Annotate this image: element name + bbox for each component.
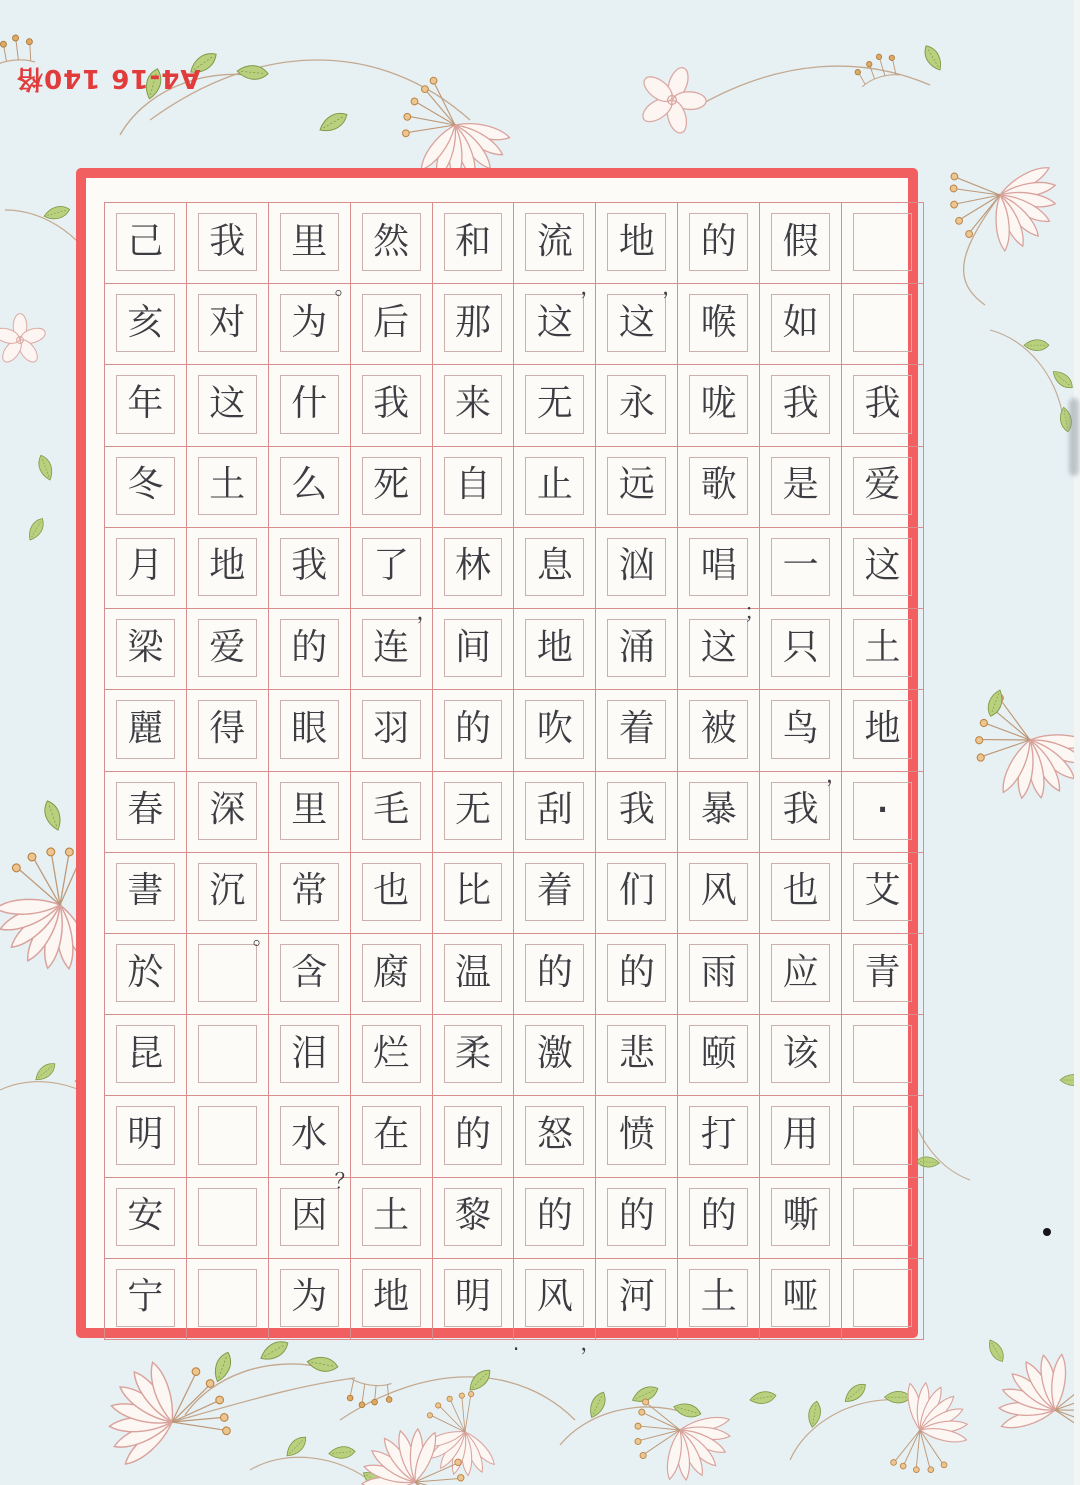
handwritten-character: 那 [455, 301, 492, 343]
grid-cell [596, 1259, 677, 1339]
grid-cell [514, 853, 595, 934]
grid-cell [187, 853, 274, 949]
grid-cell [760, 609, 841, 690]
grid-cell [351, 1015, 432, 1096]
grid-cell [433, 447, 514, 528]
grid-column [351, 203, 438, 1339]
grid-cell [842, 1015, 923, 1096]
handwritten-character: 假 [782, 220, 819, 262]
handwritten-character: 这 [618, 301, 655, 343]
punctuation-mark: ， [580, 275, 602, 300]
grid-cell [514, 690, 595, 771]
handwritten-character: 林 [455, 545, 492, 587]
grid-cell [351, 690, 432, 771]
grid-cell [678, 447, 759, 528]
grid-cell [514, 447, 595, 528]
scan-edge-strip [1074, 0, 1080, 1485]
handwritten-character: 比 [455, 870, 492, 912]
punctuation-mark: ， [826, 762, 848, 787]
grid-cell [105, 1259, 186, 1339]
grid-cell [678, 1015, 759, 1096]
grid-cell [842, 772, 923, 853]
grid-cell [187, 284, 268, 365]
grid-cell [514, 365, 595, 446]
grid-cell [433, 772, 514, 853]
handwritten-character: 我 [373, 383, 410, 425]
handwritten-character: 嘶 [782, 1195, 819, 1237]
handwritten-character: 们 [618, 870, 655, 912]
cell-inner-box [198, 944, 257, 1002]
handwritten-character: 的 [618, 1195, 655, 1237]
handwritten-character: 流 [536, 220, 573, 262]
handwritten-character: 地 [209, 545, 246, 587]
grid-column [678, 203, 766, 1339]
handwritten-character: 土 [700, 1276, 737, 1318]
grid-cell [105, 447, 186, 528]
handwritten-character: 地 [373, 1276, 410, 1318]
grid-cell [187, 528, 268, 609]
handwritten-character: 永 [618, 383, 655, 425]
handwritten-character: 的 [291, 626, 328, 668]
grid-cell [514, 1096, 595, 1177]
grid-column [842, 203, 923, 1339]
handwritten-character: 安 [127, 1195, 164, 1237]
handwritten-character: 的 [536, 1195, 573, 1237]
grid-cell [842, 1259, 923, 1339]
grid-cell [760, 690, 848, 787]
handwritten-character: 的 [700, 1195, 737, 1237]
handwritten-character: 己 [127, 220, 164, 262]
grid-cell [187, 690, 268, 771]
punctuation-mark: 。 [252, 924, 274, 949]
grid-cell [514, 934, 595, 1015]
handwritten-character: 激 [536, 1032, 573, 1074]
handwritten-character: 是 [782, 464, 819, 506]
grid-cell [596, 447, 677, 528]
grid-cell [187, 609, 268, 690]
grid-cell [433, 1259, 520, 1356]
handwritten-character: 喉 [700, 301, 737, 343]
handwritten-character: 这 [209, 383, 246, 425]
handwritten-character: 后 [373, 301, 410, 343]
grid-cell [269, 1096, 356, 1193]
grid-cell [842, 528, 923, 609]
grid-cell [678, 772, 759, 853]
grid-cell [760, 1259, 841, 1339]
grid-cell [351, 284, 432, 365]
grid-cell [842, 1178, 923, 1259]
grid-cell [351, 447, 432, 528]
grid-cell [105, 365, 186, 446]
grid-cell [105, 853, 186, 934]
handwritten-character: 一 [782, 545, 819, 587]
handwritten-character: 只 [782, 626, 819, 668]
handwritten-character: 青 [864, 951, 901, 993]
handwritten-character: 也 [782, 870, 819, 912]
grid-cell [596, 690, 677, 771]
ink-dot-artifact [1043, 1228, 1051, 1236]
handwritten-character: 河 [618, 1276, 655, 1318]
handwritten-character: 泪 [291, 1032, 328, 1074]
handwritten-character: 梁 [127, 626, 164, 668]
handwritten-character: 常 [291, 870, 328, 912]
handwritten-character: 应 [782, 951, 819, 993]
handwritten-character: 得 [209, 707, 246, 749]
paper-size-stamp: A4-16 140格 [16, 63, 201, 93]
handwritten-character: 冬 [127, 464, 164, 506]
handwritten-character: 土 [864, 626, 901, 668]
cell-inner-box [853, 294, 912, 352]
handwritten-character: 了 [373, 545, 410, 587]
grid-cell [433, 203, 514, 284]
red-frame [76, 168, 918, 1356]
grid-cell [433, 365, 514, 446]
handwritten-character: 麗 [127, 707, 164, 749]
handwritten-character: 风 [536, 1276, 573, 1318]
grid-cell [596, 934, 677, 1015]
grid-cell [596, 853, 677, 934]
grid-cell [678, 934, 759, 1015]
grid-cell [678, 853, 759, 934]
handwritten-character: 年 [127, 383, 164, 425]
grid-cell [596, 609, 677, 690]
grid-cell [269, 772, 350, 853]
grid-cell [678, 528, 766, 625]
grid-cell [596, 365, 677, 446]
grid-cell [678, 1259, 759, 1339]
grid-cell [842, 934, 923, 1015]
grid-cell [351, 853, 432, 934]
handwritten-character: 为 [291, 1276, 328, 1318]
handwritten-character: 我 [782, 789, 819, 831]
handwritten-character: 悲 [618, 1032, 655, 1074]
grid-cell [105, 934, 186, 1015]
handwritten-character: 死 [373, 464, 410, 506]
grid-cell [433, 609, 514, 690]
grid-cell [760, 1178, 841, 1259]
handwritten-character: 这 [536, 301, 573, 343]
handwritten-character: 宁 [127, 1276, 164, 1318]
grid-column [760, 203, 848, 1339]
grid-cell [105, 1015, 186, 1096]
grid-cell [269, 203, 356, 300]
handwritten-character: 怒 [536, 1114, 573, 1156]
grid-cell [514, 1015, 595, 1096]
grid-cell [433, 1178, 514, 1259]
grid-cell [596, 528, 677, 609]
grid-cell [842, 853, 923, 934]
handwritten-character: 打 [700, 1114, 737, 1156]
handwritten-character: 汹 [618, 545, 655, 587]
cell-inner-box [853, 213, 912, 271]
grid-cell [760, 203, 841, 284]
handwritten-character: 烂 [373, 1032, 410, 1074]
grid-cell [514, 1178, 595, 1259]
grid-cell [596, 772, 677, 853]
grid-cell [187, 1178, 268, 1259]
grid-cell [760, 1015, 841, 1096]
handwritten-character: 咙 [700, 383, 737, 425]
grid-cell [760, 934, 841, 1015]
handwritten-character: 春 [127, 789, 164, 831]
grid-cell [351, 1096, 432, 1177]
handwritten-character: 温 [455, 951, 492, 993]
handwritten-character: 颐 [700, 1032, 737, 1074]
grid-cell [842, 690, 923, 771]
handwritten-character: 里 [291, 220, 328, 262]
punctuation-mark: . [512, 1331, 520, 1356]
handwritten-character: 書 [127, 870, 164, 912]
handwritten-character: 因 [291, 1195, 328, 1237]
grid-cell [187, 772, 268, 853]
grid-cell [187, 1015, 268, 1096]
grid-cell [596, 1178, 677, 1259]
grid-cell [842, 447, 923, 528]
handwritten-character: 着 [536, 870, 573, 912]
handwritten-character: 里 [291, 789, 328, 831]
handwritten-character: 的 [455, 707, 492, 749]
handwritten-character: 爱 [864, 464, 901, 506]
grid-column [596, 203, 684, 1339]
grid-cell [351, 528, 438, 625]
cell-inner-box [853, 1025, 912, 1083]
grid-cell [760, 365, 841, 446]
grid-cell [760, 447, 841, 528]
handwritten-character: 地 [536, 626, 573, 668]
handwritten-character: 对 [209, 301, 246, 343]
grid-cell [842, 203, 923, 284]
handwritten-character: 鸟 [782, 707, 819, 749]
grid-cell [760, 853, 841, 934]
handwritten-character: 间 [455, 626, 492, 668]
handwritten-character: 我 [864, 383, 901, 425]
handwritten-character: 我 [618, 789, 655, 831]
cell-inner-box [853, 1188, 912, 1246]
handwritten-character: 我 [782, 383, 819, 425]
grid-cell [187, 447, 268, 528]
grid-cell [596, 203, 684, 300]
grid-column [269, 203, 356, 1339]
handwritten-character: 唱 [700, 545, 737, 587]
grid-cell [678, 1178, 759, 1259]
handwritten-character: 着 [618, 707, 655, 749]
handwritten-character: 该 [782, 1032, 819, 1074]
handwritten-character: 羽 [373, 707, 410, 749]
grid-cell [760, 1096, 841, 1177]
grid-cell [351, 365, 432, 446]
handwritten-character: 在 [373, 1114, 410, 1156]
grid-cell [269, 1015, 350, 1096]
handwritten-character: 来 [455, 383, 492, 425]
grid-cell [433, 1015, 514, 1096]
handwritten-character: 艾 [864, 870, 901, 912]
grid-cell [269, 853, 350, 934]
handwritten-character: 无 [536, 383, 573, 425]
grid-cell [269, 447, 350, 528]
handwritten-character: 土 [209, 464, 246, 506]
handwritten-character: 这 [864, 545, 901, 587]
cell-inner-box [198, 1025, 257, 1083]
grid-cell [269, 934, 350, 1015]
handwritten-character: 月 [127, 545, 164, 587]
handwritten-character: · [877, 793, 888, 827]
character-grid [104, 202, 924, 1356]
grid-cell [842, 284, 923, 365]
grid-cell [760, 528, 841, 609]
handwritten-character: 为 [291, 301, 328, 343]
handwritten-character: 然 [373, 220, 410, 262]
handwritten-character: 沉 [209, 870, 246, 912]
grid-cell [433, 934, 514, 1015]
handwritten-character: 的 [700, 220, 737, 262]
grid-cell [596, 1015, 677, 1096]
punctuation-mark: 。 [334, 275, 356, 300]
grid-cell [105, 690, 186, 771]
grid-cell [351, 934, 432, 1015]
handwritten-character: 这 [700, 626, 737, 668]
grid-cell [187, 365, 268, 446]
handwritten-character: 我 [209, 220, 246, 262]
handwritten-character: 腐 [373, 951, 410, 993]
handwritten-character: 暴 [700, 789, 737, 831]
handwritten-character: 含 [291, 951, 328, 993]
punctuation-mark: ？ [334, 1168, 356, 1193]
grid-cell [351, 772, 432, 853]
handwritten-character: 刮 [536, 789, 573, 831]
grid-cell [187, 1259, 268, 1339]
grid-cell [105, 528, 186, 609]
handwritten-character: 地 [618, 220, 655, 262]
grid-cell [842, 609, 923, 690]
handwritten-character: 的 [618, 951, 655, 993]
grid-cell [269, 1259, 350, 1339]
grid-cell [433, 284, 514, 365]
cell-inner-box [198, 1188, 257, 1246]
grid-cell [514, 1259, 602, 1356]
handwritten-character: 被 [700, 707, 737, 749]
punctuation-mark: ； [744, 600, 766, 625]
handwritten-character: 愤 [618, 1114, 655, 1156]
grid-cell [351, 1178, 432, 1259]
handwritten-character: 息 [536, 545, 573, 587]
grid-cell [351, 203, 432, 284]
grid-cell [514, 528, 595, 609]
grid-cell [842, 1096, 923, 1177]
handwritten-character: 什 [291, 383, 328, 425]
grid-cell [105, 1178, 186, 1259]
grid-cell [596, 1096, 677, 1177]
grid-cell [678, 690, 759, 771]
grid-column [105, 203, 187, 1339]
handwritten-character: 雨 [700, 951, 737, 993]
handwritten-character: 明 [455, 1276, 492, 1318]
handwritten-character: 爱 [209, 626, 246, 668]
handwritten-character: 和 [455, 220, 492, 262]
handwritten-character: 风 [700, 870, 737, 912]
grid-cell [678, 284, 759, 365]
grid-cell [678, 203, 759, 284]
handwritten-character: 亥 [127, 301, 164, 343]
handwritten-character: 毛 [373, 789, 410, 831]
grid-cell [433, 853, 514, 934]
scan-smudge [1069, 398, 1079, 476]
handwritten-character: 吹 [536, 707, 573, 749]
handwritten-character: 土 [373, 1195, 410, 1237]
grid-column [514, 203, 602, 1356]
handwritten-character: 明 [127, 1114, 164, 1156]
handwritten-character: 昆 [127, 1032, 164, 1074]
handwritten-character: 也 [373, 870, 410, 912]
grid-cell [433, 690, 514, 771]
grid-cell [514, 772, 595, 853]
handwritten-character: 的 [536, 951, 573, 993]
grid-column [187, 203, 274, 1339]
grid-cell [105, 203, 186, 284]
grid-cell [187, 1096, 268, 1177]
punctuation-mark: ， [580, 1331, 602, 1356]
handwritten-character: 地 [864, 707, 901, 749]
handwritten-character: 么 [291, 464, 328, 506]
grid-cell [105, 284, 186, 365]
handwritten-character: 眼 [291, 707, 328, 749]
grid-cell [269, 365, 350, 446]
cell-inner-box [853, 1269, 912, 1327]
grid-cell [351, 1259, 432, 1339]
grid-cell [514, 203, 602, 300]
handwritten-character: 如 [782, 301, 819, 343]
handwritten-character: 止 [536, 464, 573, 506]
grid-cell [678, 1096, 759, 1177]
handwritten-character: 歌 [700, 464, 737, 506]
handwritten-character: 水 [291, 1114, 328, 1156]
handwritten-character: 涌 [618, 626, 655, 668]
grid-cell [269, 528, 350, 609]
handwritten-character: 我 [291, 545, 328, 587]
punctuation-mark: ， [416, 600, 438, 625]
handwritten-character: 的 [455, 1114, 492, 1156]
handwritten-character: 深 [209, 789, 246, 831]
handwritten-character: 无 [455, 789, 492, 831]
grid-cell [269, 609, 350, 690]
grid-cell [760, 284, 841, 365]
grid-cell [105, 1096, 186, 1177]
cell-inner-box [198, 1106, 257, 1164]
grid-cell [269, 690, 350, 771]
grid-cell [842, 365, 923, 446]
handwritten-character: 远 [618, 464, 655, 506]
cell-inner-box [853, 1106, 912, 1164]
handwritten-character: 连 [373, 626, 410, 668]
grid-cell [105, 609, 186, 690]
grid-column [433, 203, 520, 1356]
handwritten-character: 哑 [782, 1276, 819, 1318]
grid-cell [678, 365, 759, 446]
handwritten-character: 柔 [455, 1032, 492, 1074]
punctuation-mark: ， [662, 275, 684, 300]
handwritten-character: 用 [782, 1114, 819, 1156]
grid-cell [105, 772, 186, 853]
cell-inner-box [198, 1269, 257, 1327]
handwritten-character: 自 [455, 464, 492, 506]
grid-cell [187, 203, 268, 284]
grid-cell [433, 1096, 514, 1177]
handwritten-character: 黎 [455, 1195, 492, 1237]
handwritten-character: 於 [127, 951, 164, 993]
grid-cell [514, 609, 595, 690]
grid-cell [433, 528, 514, 609]
